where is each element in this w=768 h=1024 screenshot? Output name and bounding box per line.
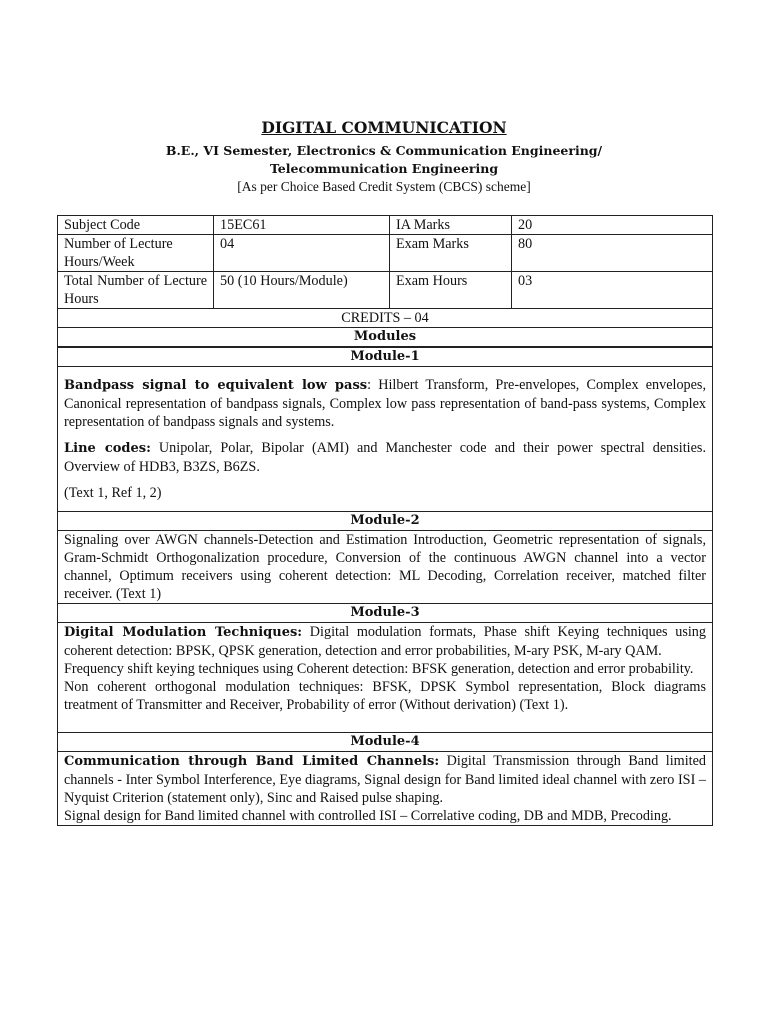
table-row bbox=[58, 328, 713, 348]
module-1-title: Module-1 bbox=[58, 347, 713, 367]
module-3-text-2: Frequency shift keying techniques using Coherent detection: BFSK generation, detection and error probability. bbox=[64, 661, 694, 677]
table-row bbox=[58, 623, 713, 733]
module-3-text-3: Non coherent orthogonal modulation techniques: BFSK, DPSK Symbol representation, Block diagrams treatment of Transmitter and Receiver, Probability of error (Without derivation) (Text 1). bbox=[64, 679, 706, 713]
table-row bbox=[58, 272, 713, 309]
module-3-lead: Digital Modulation Techniques: bbox=[64, 625, 303, 640]
module-3-title: Module-3 bbox=[58, 604, 713, 623]
module-1-text-2: Unipolar, Polar, Bipolar (AMI) and Manchester code and their power spectral densities. Overview of HDB3, B3ZS, B6ZS. bbox=[64, 440, 706, 475]
table-row bbox=[58, 347, 713, 367]
ia-marks-label: IA Marks bbox=[390, 216, 512, 235]
table-row bbox=[58, 752, 713, 826]
module-4-lead: Communication through Band Limited Channels: bbox=[64, 754, 440, 769]
exam-marks-label: Exam Marks bbox=[390, 235, 512, 272]
module-1-lead-2: Line codes: bbox=[64, 441, 151, 456]
syllabus-table bbox=[57, 215, 713, 826]
module-1-content bbox=[58, 367, 713, 512]
module-1-ref: (Text 1, Ref 1, 2) bbox=[64, 485, 162, 501]
module-2-title: Module-2 bbox=[58, 512, 713, 531]
module-1-text-1: : Hilbert Transform, Pre-envelopes, Complex envelopes, Canonical representation of bandpass signals, Complex low pass representation of band-pass systems, Complex representation of bandpass signals and systems. bbox=[64, 377, 706, 430]
scheme-note: [As per Choice Based Credit System (CBCS) scheme] bbox=[237, 179, 531, 194]
table-row bbox=[58, 216, 713, 235]
table-row bbox=[58, 235, 713, 272]
module-4-text-1: Digital Transmission through Band limited channels - Inter Symbol Interference, Eye diagrams, Signal design for Band limited ideal channel with zero ISI – Nyquist Criterion (statement only), Sinc and Raised pulse shaping. bbox=[64, 753, 706, 806]
module-4-text-2: Signal design for Band limited channel with controlled ISI – Correlative coding, DB and MDB, Precoding. bbox=[64, 808, 672, 824]
page-title: DIGITAL COMMUNICATION bbox=[261, 118, 507, 137]
subject-code-value: 15EC61 bbox=[214, 216, 390, 235]
module-2-content bbox=[58, 531, 713, 604]
module-3-text-1: Digital modulation formats, Phase shift Keying techniques using coherent detection: BPSK, QPSK generation, detection and error probabilities, M-ary PSK, M-ary QAM. bbox=[64, 624, 706, 659]
table-row bbox=[58, 531, 713, 604]
lecture-hours-value: 04 bbox=[214, 235, 390, 272]
lecture-hours-label: Number of Lecture Hours/Week bbox=[58, 235, 214, 272]
module-4-title: Module-4 bbox=[58, 733, 713, 752]
table-row bbox=[58, 512, 713, 531]
modules-heading: Modules bbox=[58, 328, 713, 348]
subtitle-line-1: B.E., VI Semester, Electronics & Communication Engineering/ bbox=[165, 143, 603, 158]
table-row bbox=[58, 604, 713, 623]
total-hours-value: 50 (10 Hours/Module) bbox=[214, 272, 390, 309]
table-row bbox=[58, 367, 713, 512]
module-1-lead-1: Bandpass signal to equivalent low pass bbox=[64, 378, 368, 393]
exam-hours-value: 03 bbox=[512, 272, 713, 309]
exam-marks-value: 80 bbox=[512, 235, 713, 272]
credits-cell: CREDITS – 04 bbox=[58, 309, 713, 328]
ia-marks-value: 20 bbox=[512, 216, 713, 235]
exam-hours-label: Exam Hours bbox=[390, 272, 512, 309]
module-3-content bbox=[58, 623, 713, 733]
subtitle-line-2: Telecommunication Engineering bbox=[269, 161, 499, 176]
table-row bbox=[58, 309, 713, 328]
total-hours-label: Total Number of Lecture Hours bbox=[58, 272, 214, 309]
subject-code-label: Subject Code bbox=[58, 216, 214, 235]
module-4-content bbox=[58, 752, 713, 826]
module-2-text: Signaling over AWGN channels-Detection and Estimation Introduction, Geometric representation of signals, Gram-Schmidt Orthogonalization procedure, Conversion of the continuous AWGN channel into a vector channel, Optimum receivers using coherent detection: ML Decoding, Correlation receiver, matched filter receiver. (Text 1) bbox=[64, 532, 706, 602]
table-row bbox=[58, 733, 713, 752]
